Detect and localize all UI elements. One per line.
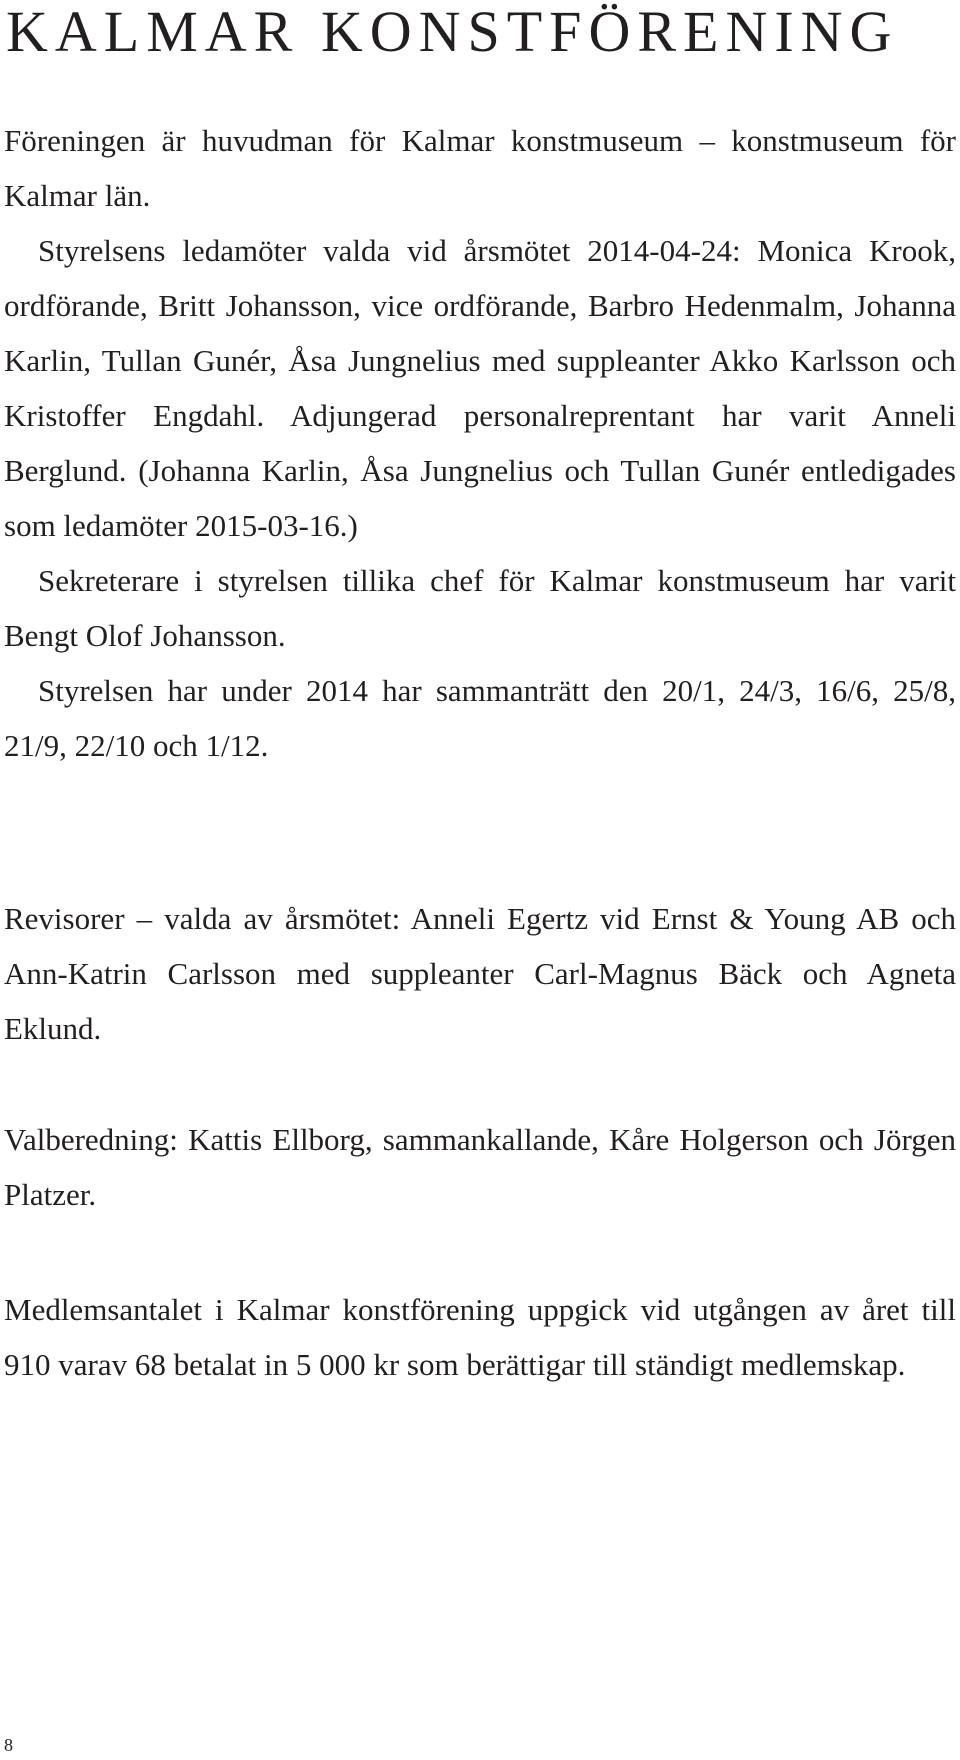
page-number: 8 (4, 1735, 13, 1755)
board-section (4, 113, 956, 773)
organization-paragraph: Föreningen är huvudman för Kalmar konstmuseum – konstmuseum för Kalmar län. (4, 123, 956, 213)
auditors-section (4, 891, 956, 1056)
meetings-paragraph: Styrelsen har under 2014 har sammanträtt den 20/1, 24/3, 16/6, 25/8, 21/9, 22/10 och 1/12. (4, 673, 956, 763)
page-title: KALMAR KONSTFÖRENING (6, 0, 899, 64)
membership-paragraph: Medlemsantalet i Kalmar konstförening uppgick vid utgången av året till 910 varav 68 betalat in 5 000 kr som berättigar till ständigt medlemskap. (4, 1292, 956, 1382)
secretary-paragraph: Sekreterare i styrelsen tillika chef för Kalmar konstmuseum har varit Bengt Olof Johansson. (4, 563, 956, 653)
auditors-paragraph: Revisorer – valda av årsmötet: Anneli Egertz vid Ernst & Young AB och Ann-Katrin Carlsson med suppleanter Carl-Magnus Bäck och Agneta Eklund. (4, 901, 956, 1046)
nomination-committee-paragraph: Valberedning: Kattis Ellborg, sammankallande, Kåre Holgerson och Jörgen Platzer. (4, 1122, 956, 1212)
nomination-committee-section (4, 1112, 956, 1222)
board-members-paragraph: Styrelsens ledamöter valda vid årsmötet 2014-04-24: Monica Krook, ordförande, Britt Johansson, vice ordförande, Barbro Hedenmalm, Johanna Karlin, Tullan Gunér, Åsa Jungnelius med suppleanter Akko Karlsson och Kristoffer Engdahl. Adjungerad personalreprentant har varit Anneli Berglund. (Johanna Karlin, Åsa Jungnelius och Tullan Gunér entledigades som ledamöter 2015-03-16.) (4, 233, 956, 543)
membership-section (4, 1282, 956, 1392)
